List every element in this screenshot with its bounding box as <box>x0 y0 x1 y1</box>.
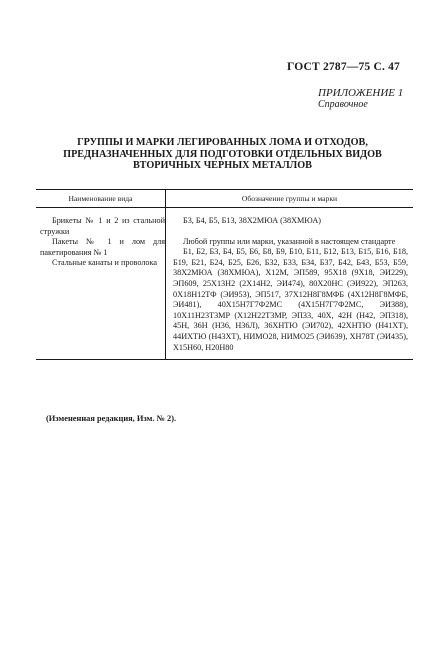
title-line-2: ПРЕДНАЗНАЧЕННЫХ ДЛЯ ПОДГОТОВКИ ОТДЕЛЬНЫХ ВИДОВ <box>63 148 382 160</box>
document-title <box>30 137 415 172</box>
appendix-type: Справочное <box>318 99 368 110</box>
table-column-grades <box>166 208 413 359</box>
table-row-name: Брикеты № 1 и 2 из стальной стружки <box>40 216 165 236</box>
amendment-note: (Измененная редакция, Изм. № 2). <box>46 414 177 423</box>
table-row-name: Стальные канаты и проволока <box>52 258 157 268</box>
table-body <box>36 208 413 359</box>
table-header-type-name: Наименование вида <box>36 190 166 207</box>
title-line-1: ГРУППЫ И МАРКИ ЛЕГИРОВАННЫХ ЛОМА И ОТХОДОВ, <box>77 137 368 148</box>
table-row-value: Б1, Б2, Б3, Б4, Б5, Б6, Б8, Б9, Б10, Б11, Б12, Б13, Б15, Б16, Б18, Б19, Б21, Б24, Б25, Б26, Б32, Б33, Б34, Б37, Б42, Б43, Б53, Б59, 38Х2МЮА (38ХМЮА), Х12М, ЭП589, 95Х18 (9Х18, ЭИ229), ЭП609, 25Х13Н2 (2Х14Н2, ЭИ474), 80Х20НС (ЭИ922), ЭП263, 0Х18Н12ТФ (ЭИ953), ЭП517, 37Х12Н8Г8МФБ (4Х12Н8Г8МФБ, ЭИ481), 40Х15Н7Г7Ф2МС (4Х15Н7Г7Ф2МС, ЭИ388), 10Х11Н23Т3МР (Х12Н22Т3МР, ЭП33, 40Х, 42Н (Н42, ЭП318), 45Н, 36Н (Н36, Н36Л), 36ХНТЮ (ЭИ702), 42ХНТЮ (Н41ХТ), 44ИХТЮ (Н43ХТ), НИМО28, НИМО25 (ЭИ639), ХН78Т (ЭИ435), Х15Н60, Н20Н80 <box>173 247 408 352</box>
appendix-block <box>318 87 403 111</box>
page-header-standard: ГОСТ 2787—75 С. 47 <box>287 61 400 73</box>
title-line-3: ВТОРИЧНЫХ ЧЕРНЫХ МЕТАЛЛОВ <box>133 160 312 171</box>
table-header-grade-designation: Обозначение группы и марки <box>241 194 338 203</box>
table-column-type-names <box>36 208 166 359</box>
table-row-value: Б3, Б4, Б5, Б13, 38Х2МЮА (38ХМЮА) <box>183 216 322 225</box>
grades-table <box>36 189 413 360</box>
table-header-row <box>36 190 413 208</box>
appendix-label: ПРИЛОЖЕНИЕ 1 <box>318 87 404 99</box>
table-row-value: Любой группы или марки, указанной в настоящем стандарте <box>183 236 396 246</box>
table-row-name: Пакеты № 1 и лом для пакетирования № 1 <box>40 237 165 257</box>
